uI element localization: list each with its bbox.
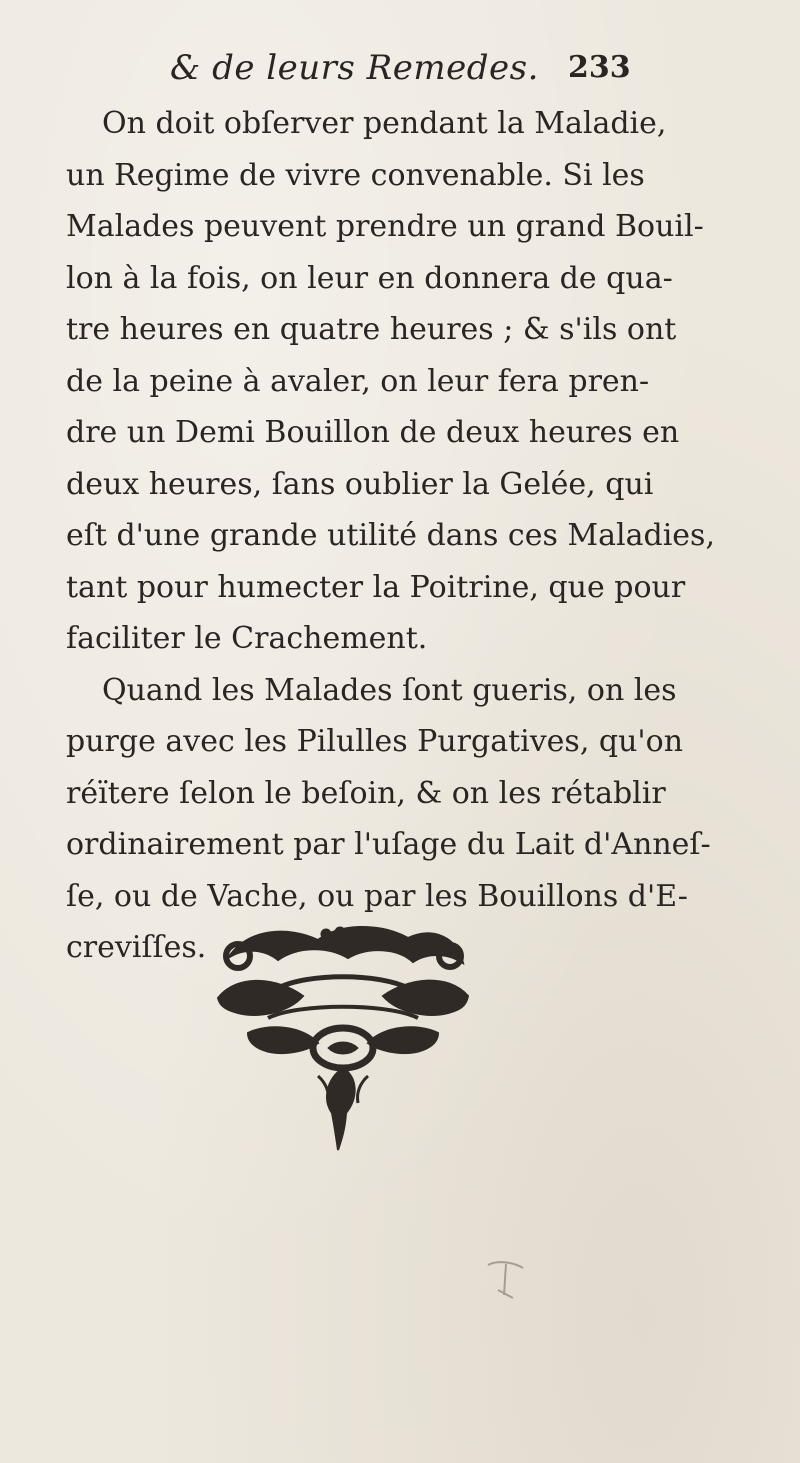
text-line: tre heures en quatre heures ; & s'ils ont [66, 312, 677, 347]
text-line: lon à la fois, on leur en donnera de qua- [66, 260, 673, 296]
text-line: réïtere ſelon le beſoin, & on les rétablir [66, 775, 666, 811]
text-line: tant pour humecter la Poitrine, que pour [66, 569, 686, 605]
text-line: de la peine à avaler, on leur fera pren- [66, 363, 650, 399]
text-line: un Regime de vivre convenable. Si les [66, 157, 645, 193]
text-line: eſt d'une grande utilité dans ces Maladies, [66, 518, 715, 553]
text-line: On doit obſerver pendant la Maladie, [102, 106, 667, 141]
page-header [0, 48, 800, 98]
text-line: Quand les Malades ſont gueris, on les [102, 672, 677, 708]
text-line: dre un Demi Bouillon de deux heures en [66, 415, 680, 450]
page-number: 233 [568, 50, 631, 85]
text-line: deux heures, ſans oublier la Gelée, qui [66, 466, 654, 502]
text-line: creviſſes. [66, 930, 207, 965]
running-title: & de leurs Remedes. [170, 48, 539, 88]
text-line: faciliter le Crachement. [66, 621, 428, 656]
text-line: ordinairement par l'uſage du Lait d'Anneſ- [66, 827, 711, 862]
ink-blot-icon [478, 1250, 538, 1310]
body-text [66, 98, 766, 974]
floral-tailpiece-ornament-icon [208, 918, 478, 1158]
text-line: ſe, ou de Vache, ou par les Bouillons d'E- [66, 878, 688, 914]
text-line: Malades peuvent prendre un grand Bouil- [66, 209, 704, 244]
text-line: purge avec les Pilulles Purgatives, qu'on [66, 724, 684, 759]
